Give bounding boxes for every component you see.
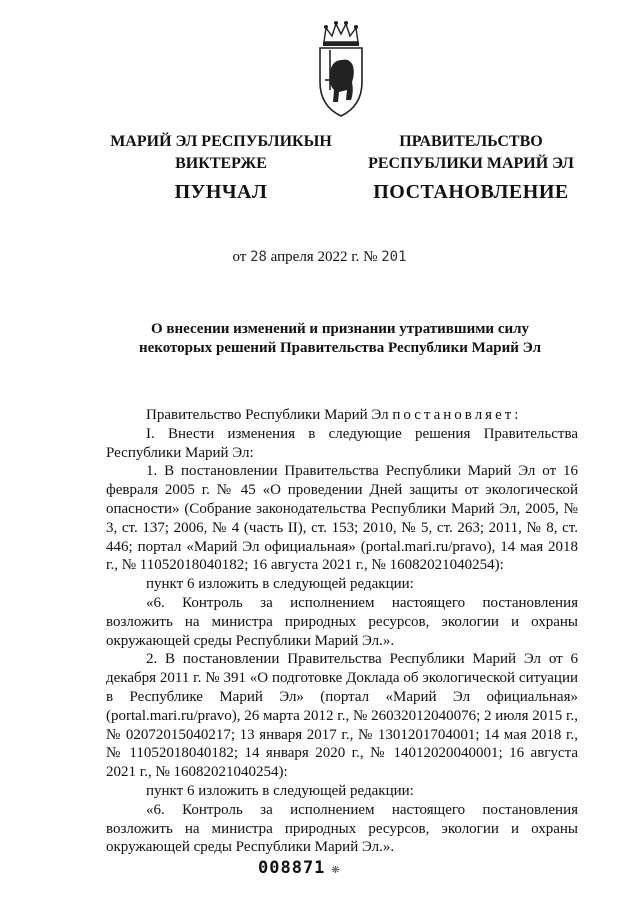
document-body	[106, 406, 578, 857]
footer-serial	[258, 858, 341, 878]
header-right	[358, 131, 584, 203]
paragraph: пункт 6 изложить в следующей редакции:	[146, 782, 414, 799]
date-line	[0, 249, 639, 266]
header-right-doc-type: ПОСТАНОВЛЕНИЕ	[373, 181, 569, 203]
paragraph: пункт 6 изложить в следующей редакции:	[146, 576, 414, 593]
paragraph: «6. Контроль за исполнением настоящего постановления возложить на министра природных ресурсов, экологии и охраны окружающей среды Республики Марий Эл.».	[106, 801, 578, 856]
paragraph: I. Внести изменения в следующие решения Правительства Республики Марий Эл:	[106, 425, 578, 461]
header-left-doc-type: ПУНЧАЛ	[174, 181, 268, 203]
date-day: 28	[250, 249, 267, 265]
header-right-line2: РЕСПУБЛИКИ МАРИЙ ЭЛ	[368, 155, 574, 172]
intro-text: Правительство Республики Марий Эл	[146, 407, 389, 423]
paragraph-intro	[106, 406, 578, 425]
asterisk-icon: ❋	[331, 861, 341, 877]
title-line2: некоторых решений Правительства Республики Марий Эл	[138, 340, 542, 356]
header-left-line2: ВИКТЕРЖЕ	[175, 155, 267, 172]
header-right-line1: ПРАВИТЕЛЬСТВО	[399, 133, 543, 150]
paragraph: «6. Контроль за исполнением настоящего постановления возложить на министра природных ресурсов, экологии и охраны окружающей среды Республики Марий Эл.».	[106, 594, 578, 649]
serial-number: 008871	[258, 858, 326, 878]
document-number: 201	[381, 249, 407, 265]
paragraph: 2. В постановлении Правительства Республики Марий Эл от 6 декабря 2011 г. № 391 «О подготовке Доклада об экологической ситуации в Республике Марий Эл» (портал «Марий Эл официальная» (portal.mari.ru/pravo), 26 марта 2012 г., № 26032012040076; 2 июля 2015 г., № 02072015040217; 13 января 2017 г., № 1301201704001; 14 мая 2018 г., № 11052018040182; 14 января 2020 г., № 14012020040001; 16 августа 2021 г., № 16082021040254):	[106, 651, 578, 781]
intro-resolves: постановляет:	[392, 407, 522, 423]
coat-of-arms-icon	[306, 20, 376, 120]
paragraph: 1. В постановлении Правительства Республики Марий Эл от 16 февраля 2005 г. № 45 «О проведении Дней защиты от экологической опасности» (Собрание законодательства Республики Марий Эл, 2005, № 3, ст. 137; 2006, № 4 (часть II), ст. 153; 2010, № 5, ст. 263; 2011, № 8, ст. 446; портал «Марий Эл официальная» (portal.mari.ru/pravo), 14 мая 2018 г., № 11052018040182; 16 августа 2021 г., № 16082021040254):	[106, 463, 578, 574]
title-line1: О внесении изменений и признании утратившими силу	[150, 321, 530, 337]
date-prefix: от	[232, 249, 247, 265]
header-left	[96, 131, 346, 203]
document-title	[120, 320, 560, 358]
header-left-line1: МАРИЙ ЭЛ РЕСПУБЛИКЫН	[110, 133, 332, 150]
date-month-year: апреля 2022 г. №	[270, 249, 378, 265]
